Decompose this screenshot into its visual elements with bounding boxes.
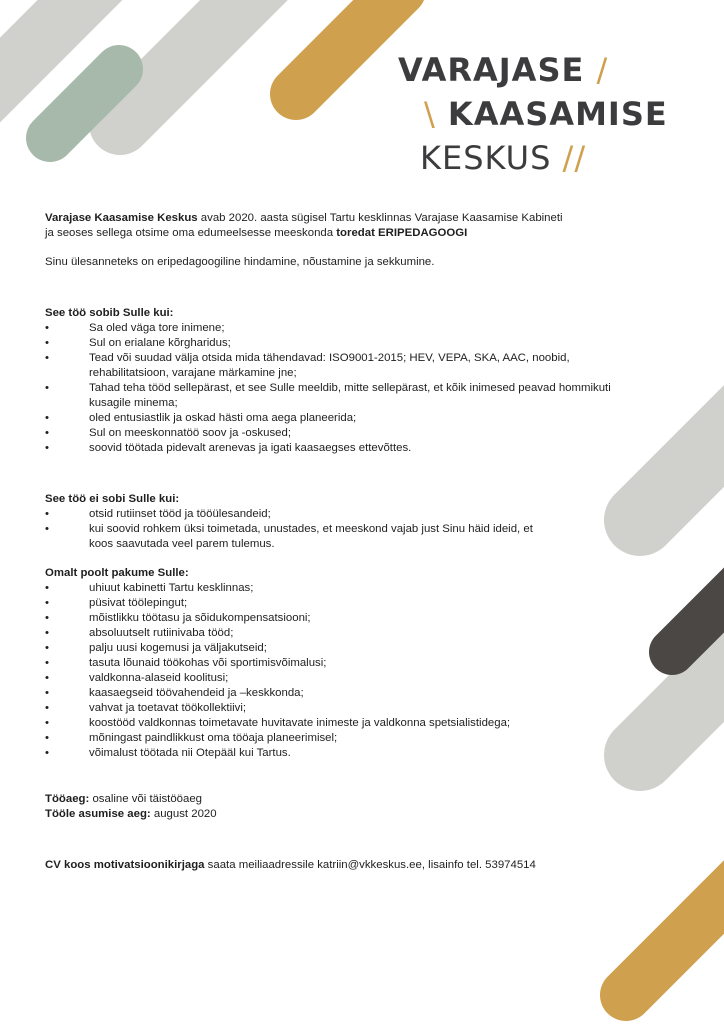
logo-word-kaasamise: KAASAMISE <box>447 95 668 133</box>
intro-line-2 <box>45 226 645 241</box>
list-item: • Tead või suudad välja otsida mida tähendavad: ISO9001-2015; HEV, VEPA, SKA, AAC, noobid, rehabilitatsioon, varajane märkamine jne; <box>45 351 645 381</box>
worktime-line <box>45 792 645 807</box>
list-item: • Sa oled väga tore inimene; <box>45 321 645 336</box>
list-item: • otsid rutiinset tööd ja tööülesandeid; <box>45 507 645 522</box>
logo-line-2 <box>424 94 668 134</box>
logo-word-varajase: VARAJASE <box>398 51 585 89</box>
list-item: • võimalust töötada nii Otepääl kui Tartus. <box>45 746 645 761</box>
logo-slash-1: / <box>596 51 609 89</box>
intro-line-1 <box>45 211 645 226</box>
org-name: Varajase Kaasamise Keskus <box>45 212 198 224</box>
fits-heading: See töö sobib Sulle kui: <box>45 307 174 319</box>
intro-text-2: ja seoses sellega otsime oma edumeelsesse meeskonda <box>45 227 337 239</box>
logo-slash-3: // <box>562 139 587 177</box>
list-item: • oled entusiastlik ja oskad hästi oma aega planeerida; <box>45 411 645 426</box>
list-item: • kaasaegseid töövahendeid ja –keskkonda; <box>45 686 645 701</box>
stripe-grey-top <box>120 0 272 124</box>
list-item: • koostööd valdkonnas toimetavate huvitavate inimeste ja valdkonna spetsialistidega; <box>45 716 645 731</box>
offer-list <box>45 581 645 761</box>
logo-line-3 <box>420 138 586 178</box>
list-item: • vahvat ja toetavat töökollektiivi; <box>45 701 645 716</box>
list-item: • tasuta lõunaid töökohas või sportimisvõimalusi; <box>45 656 645 671</box>
start-label: Tööle asumise aeg: <box>45 808 151 820</box>
tasks-text: Sinu ülesanneteks on eripedagoogiline hindamine, nõustamine ja sekkumine. <box>45 256 435 268</box>
start-value: august 2020 <box>150 808 217 820</box>
offer-heading: Omalt poolt pakume Sulle: <box>45 567 189 579</box>
job-ad-body <box>45 211 645 873</box>
list-item: • Tahad teha tööd sellepärast, et see Sulle meeldib, mitte sellepärast, et kõik inimesed peavad hommikuti kusagile minema; <box>45 381 645 411</box>
list-item: • mõningast paindlikkust oma tööaja planeerimisel; <box>45 731 645 746</box>
worktime-value: osaline või täistööaeg <box>89 793 203 805</box>
list-item: • Sul on meeskonnatöö soov ja -oskused; <box>45 426 645 441</box>
stripe-gold-top <box>296 0 400 94</box>
intro-text-1: avab 2020. aasta sügisel Tartu kesklinnas Varajase Kaasamise Kabineti <box>197 212 563 224</box>
not-fits-list <box>45 507 645 552</box>
list-item: • soovid töötada pidevalt arenevas ja igati kaasaegses ettevõttes. <box>45 441 645 456</box>
start-line <box>45 807 645 822</box>
list-item: • püsivat töölepingut; <box>45 596 645 611</box>
position-title: toredat ERIPEDAGOOGI <box>336 227 468 239</box>
list-item: • absoluutselt rutiinivaba tööd; <box>45 626 645 641</box>
logo-slash-2: \ <box>424 95 436 133</box>
contact-line <box>45 858 645 873</box>
logo-line-1 <box>398 50 608 90</box>
list-item: • valdkonna-alaseid koolitusi; <box>45 671 645 686</box>
list-item: • Sul on erialane kõrgharidus; <box>45 336 645 351</box>
list-item: • kui soovid rohkem üksi toimetada, unustades, et meeskond vajab just Sinu häid ideid, et koos saavutada veel parem tulemus. <box>45 522 645 552</box>
contact-label: CV koos motivatsioonikirjaga <box>45 859 205 871</box>
stripe-grey-right <box>640 370 724 520</box>
list-item: • mõistlikku töötasu ja sõidukompensatsiooni; <box>45 611 645 626</box>
list-item: • uhiuut kabinetti Tartu kesklinnas; <box>45 581 645 596</box>
worktime-label: Tööaeg: <box>45 793 90 805</box>
logo-word-keskus: KESKUS <box>420 139 552 177</box>
fits-list <box>45 321 645 456</box>
list-item: • palju uusi kogemusi ja väljakutseid; <box>45 641 645 656</box>
not-fits-heading: See töö ei sobi Sulle kui: <box>45 493 180 505</box>
contact-text: saata meiliaadressile katriin@vkkeskus.ee, lisainfo tel. 53974514 <box>204 859 536 871</box>
